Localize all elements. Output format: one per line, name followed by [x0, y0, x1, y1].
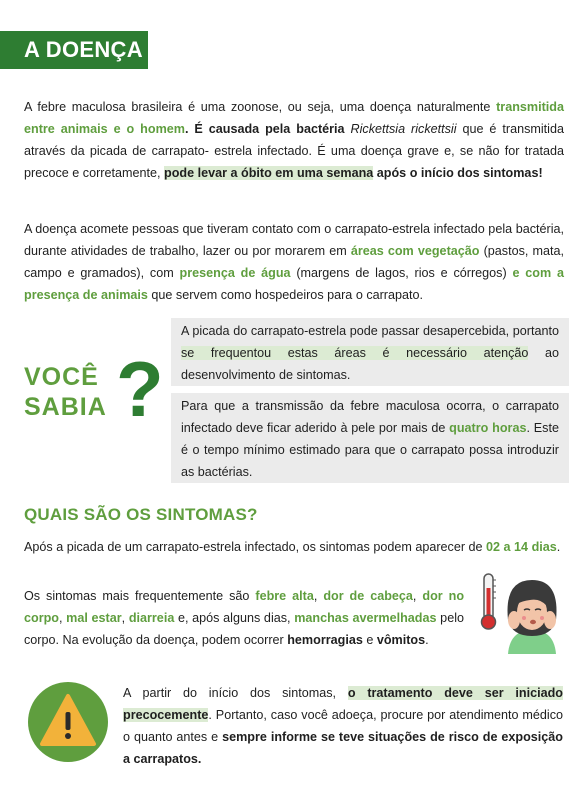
text: ,	[412, 589, 423, 603]
emphasis: sempre informe se teve situações de risco de exposição a carrapatos	[123, 730, 563, 766]
symptom: dor no corpo	[24, 589, 465, 625]
text: ,	[121, 611, 129, 625]
section-title: A DOENÇA	[0, 31, 148, 69]
text: (pastos, mata, campo e gramados), com	[24, 244, 564, 280]
symptoms-heading: QUAIS SÃO OS SINTOMAS?	[24, 505, 258, 524]
highlight: pode levar a óbito em uma semana	[164, 166, 374, 180]
sick-woman-illustration	[478, 570, 564, 656]
symptom: mal estar	[66, 611, 122, 625]
highlight: o tratamento deve ser iniciado precocemente	[123, 686, 564, 722]
emphasis: áreas com vegetação	[350, 244, 480, 258]
text: A partir do início dos sintomas,	[123, 686, 348, 700]
emphasis: quatro horas	[449, 421, 527, 435]
text: ,	[58, 611, 67, 625]
voce-sabia-callout	[24, 345, 174, 433]
text: Para que a transmissão da febre maculosa ocorra, o carrapato infectado deve ficar aderido à pele por mais de	[181, 399, 559, 435]
species-name: Rickettsia rickettsii	[350, 122, 457, 136]
symptom: diarreia	[128, 611, 175, 625]
emphasis: transmitida entre animais e o homem	[24, 100, 564, 136]
sabia-label: SABIA	[24, 393, 107, 421]
text: .	[197, 752, 202, 766]
symptom: febre alta	[255, 589, 314, 603]
text: .	[556, 540, 561, 554]
sick-woman-icon	[478, 570, 564, 656]
fact-box-2	[171, 393, 569, 483]
text: após o início dos sintomas!	[373, 166, 543, 180]
warning-paragraph	[123, 682, 563, 770]
text: que servem como hospedeiros para o carrapato.	[147, 288, 424, 302]
text: . Portanto, caso você adoeça, procure por atendimento médico o quanto antes e	[123, 708, 563, 744]
text: Após a picada de um carrapato-estrela infectado, os sintomas podem aparecer de	[24, 540, 487, 554]
warning-triangle-icon	[39, 692, 97, 748]
text: A doença acomete pessoas que tiveram contato com o carrapato-estrela infectado pela bactéria, durante atividades de trabalho, lazer ou por morarem em	[24, 222, 564, 258]
symptoms-paragraph-1	[24, 536, 564, 558]
text: e, após alguns dias,	[174, 611, 295, 625]
fact-box-1	[171, 318, 569, 386]
voce-sabia-title	[24, 362, 107, 422]
emphasis: e com a presença de animais	[24, 266, 564, 302]
text: .	[425, 633, 429, 647]
intro-paragraph-2	[24, 218, 564, 306]
text: ao desenvolvimento de sintomas.	[181, 346, 559, 382]
intro-paragraph-1	[24, 96, 564, 184]
emphasis: 02 a 14 dias	[486, 540, 557, 554]
thermometer-icon	[482, 574, 497, 629]
symptom: vômitos	[376, 633, 426, 647]
text: A febre maculosa brasileira é uma zoonose, ou seja, uma doença naturalmente	[24, 100, 497, 114]
emphasis: presença de água	[179, 266, 291, 280]
question-mark-icon: ?	[116, 345, 164, 433]
text: pelo corpo. Na evolução da doença, podem ocorrer	[24, 611, 464, 647]
symptom: hemorragias	[287, 633, 363, 647]
symptoms-paragraph-2	[24, 585, 464, 651]
text: que é transmitida através da picada de carrapato- estrela infectado. É uma doença grave e, se não for tratada precoce e corretamente,	[24, 122, 564, 180]
highlight: se frequentou estas áreas é necessário atenção	[181, 346, 529, 360]
symptom: manchas avermelhadas	[294, 611, 437, 625]
text: (margens de lagos, rios e córregos)	[290, 266, 513, 280]
text: ,	[313, 589, 324, 603]
text: A picada do carrapato-estrela pode passar desapercebida, portanto	[181, 324, 559, 338]
text: . É causada pela bactéria	[184, 122, 351, 136]
voce-label: VOCÊ	[24, 363, 99, 391]
text: . Este é o tempo mínimo estimado para que o carrapato possa introduzir as bactérias.	[181, 421, 559, 479]
text: Os sintomas mais frequentemente são	[24, 589, 256, 603]
symptom: dor de cabeça	[323, 589, 413, 603]
text: e	[362, 633, 377, 647]
warning-badge	[28, 682, 108, 762]
